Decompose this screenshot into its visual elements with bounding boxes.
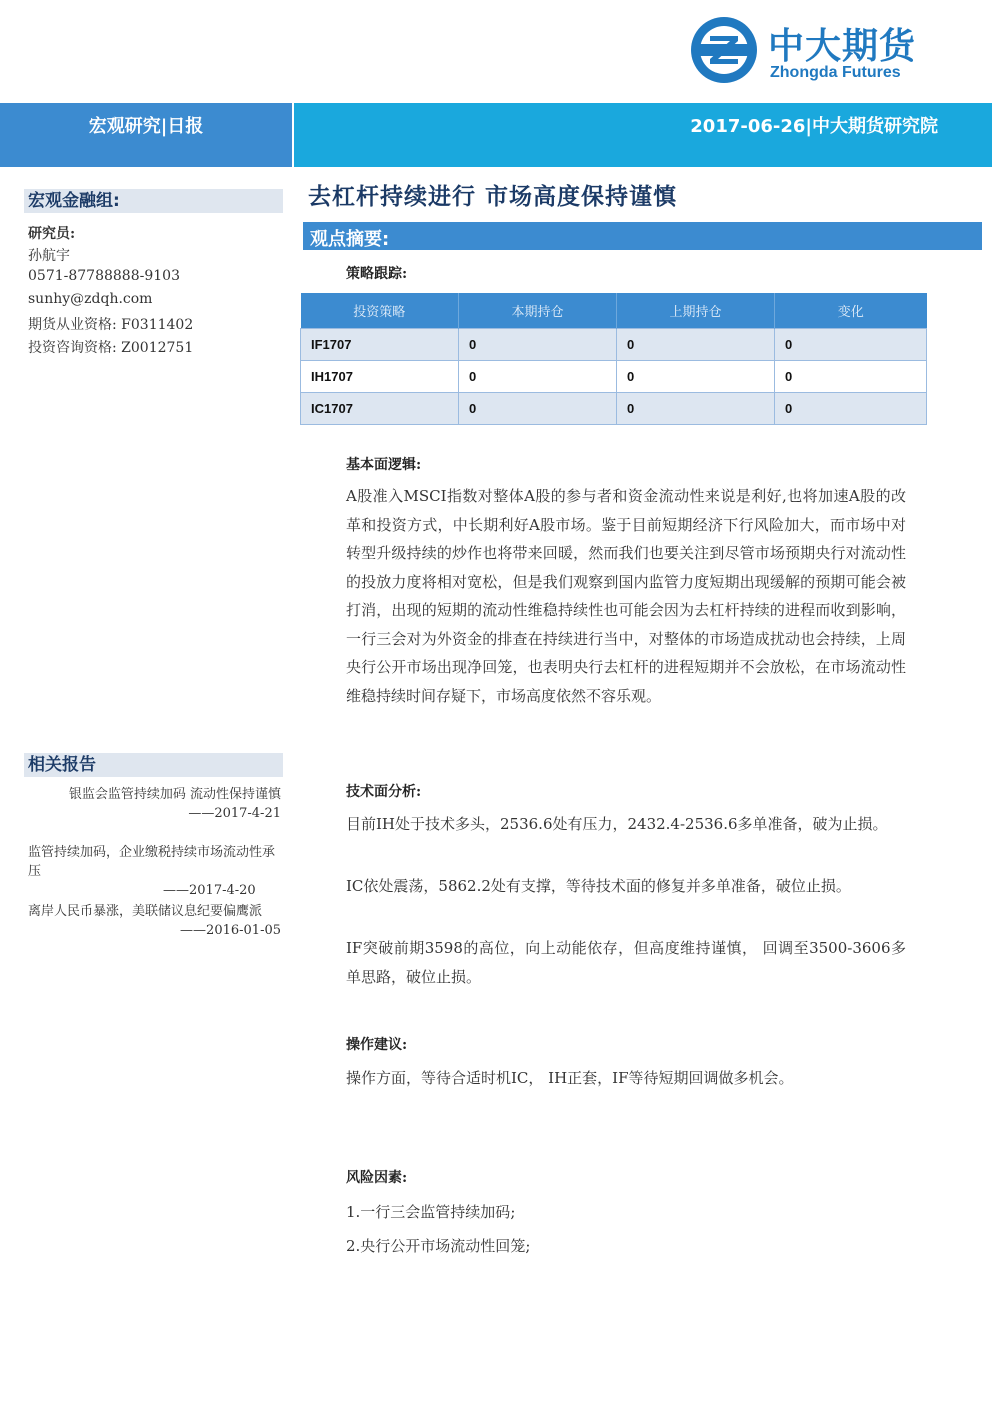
- technical-paragraph: IF突破前期3598的高位，向上动能依存，但高度维持谨慎， 回调至3500-3606多单思路，破位止损。: [346, 939, 906, 986]
- strategy-table: [300, 293, 927, 425]
- table-header-row: [301, 293, 927, 329]
- futures-license: 期货从业资格: F0311402: [28, 317, 194, 333]
- table-cell: 0: [775, 393, 927, 425]
- column-header: 本期持仓: [459, 293, 617, 329]
- advisory-license: 投资咨询资格: Z0012751: [28, 340, 194, 356]
- fundamental-paragraph: A股准入MSCI指数对整体A股的参与者和资金流动性来说是利好,也将加速A股的改革和投资方式，中长期利好A股市场。鉴于目前短期经济下行风险加大，而市场中对转型升级持续的炒作也将带来回暖，然而我们也要关注到尽管市场预期央行对流动性的投放力度将相对宽松，但是我们观察到国内监管力度短期出现缓解的预期可能会被打消，出现的短期的流动性维稳持续性也可能会因为去杠杆持续的进程而收到影响，一行三会对为外资金的排查在持续进行当中，对整体的市场造成扰动也会持续，上周央行公开市场出现净回笼，也表明央行去杠杆的进程短期并不会放松，在市场流动性维稳持续时间存疑下，市场高度依然不容乐观。: [346, 487, 906, 705]
- researcher-email: sunhy@zdqh.com: [28, 291, 153, 307]
- table-row: [301, 329, 927, 361]
- risk-item: 1.一行三会监管持续加码;: [346, 1203, 516, 1221]
- operation-paragraph: 操作方面，等待合适时机IC， IH正套，IF等待短期回调做多机会。: [346, 1069, 794, 1087]
- researcher-label: 研究员:: [28, 226, 76, 242]
- researcher-phone: 0571-87788888-9103: [28, 268, 180, 284]
- report-date: ——2016-01-05: [180, 923, 281, 938]
- logo-chinese-name: 中大期货: [768, 26, 917, 67]
- related-report[interactable]: [28, 843, 281, 900]
- column-header: 投资策略: [301, 293, 459, 329]
- summary-heading: 观点摘要:: [310, 229, 390, 250]
- risk-heading: 风险因素:: [346, 1170, 408, 1186]
- related-report[interactable]: [28, 902, 281, 940]
- report-title: 银监会监管持续加码 流动性保持谨慎: [68, 787, 281, 802]
- related-reports-heading: 相关报告: [24, 753, 283, 777]
- table-cell: 0: [459, 361, 617, 393]
- report-title: 监管持续加码，企业缴税持续市场流动性承压: [28, 845, 276, 879]
- table-cell: 0: [775, 361, 927, 393]
- zhongda-logo-icon: [688, 14, 760, 86]
- summary-bar: [303, 222, 982, 250]
- report-title-main: 去杠杆持续进行 市场高度保持谨慎: [308, 184, 678, 210]
- table-cell: IH1707: [301, 361, 459, 393]
- table-cell: 0: [617, 393, 775, 425]
- team-heading: 宏观金融组:: [24, 189, 283, 213]
- table-cell: 0: [617, 329, 775, 361]
- table-cell: 0: [459, 393, 617, 425]
- company-logo: [688, 14, 938, 94]
- column-header: 上期持仓: [617, 293, 775, 329]
- researcher-name: 孙航宇: [28, 248, 70, 264]
- table-cell: IC1707: [301, 393, 459, 425]
- report-date: ——2017-4-21: [188, 806, 281, 821]
- report-date: ——2017-4-20: [163, 883, 256, 898]
- fundamental-heading: 基本面逻辑:: [346, 457, 422, 473]
- table-cell: 0: [617, 361, 775, 393]
- risk-item: 2.央行公开市场流动性回笼;: [346, 1237, 531, 1255]
- table-cell: 0: [459, 329, 617, 361]
- operation-heading: 操作建议:: [346, 1037, 408, 1053]
- strategy-heading: 策略跟踪:: [346, 266, 408, 282]
- report-category: 宏观研究|日报: [88, 116, 204, 137]
- report-date-institute: 2017-06-26|中大期货研究院: [690, 116, 938, 137]
- technical-paragraph: IC依处震荡，5862.2处有支撑，等待技术面的修复并多单准备，破位止损。: [346, 877, 851, 895]
- table-cell: IF1707: [301, 329, 459, 361]
- table-row: [301, 393, 927, 425]
- related-report[interactable]: [28, 785, 281, 823]
- table-cell: 0: [775, 329, 927, 361]
- technical-paragraph: 目前IH处于技术多头，2536.6处有压力，2432.4-2536.6多单准备，破为止损。: [346, 815, 888, 833]
- column-header: 变化: [775, 293, 927, 329]
- technical-heading: 技术面分析:: [346, 784, 422, 800]
- report-title: 离岸人民币暴涨，美联储议息纪要偏鹰派: [28, 904, 263, 919]
- logo-english-name: Zhongda Futures: [770, 64, 901, 81]
- table-row: [301, 361, 927, 393]
